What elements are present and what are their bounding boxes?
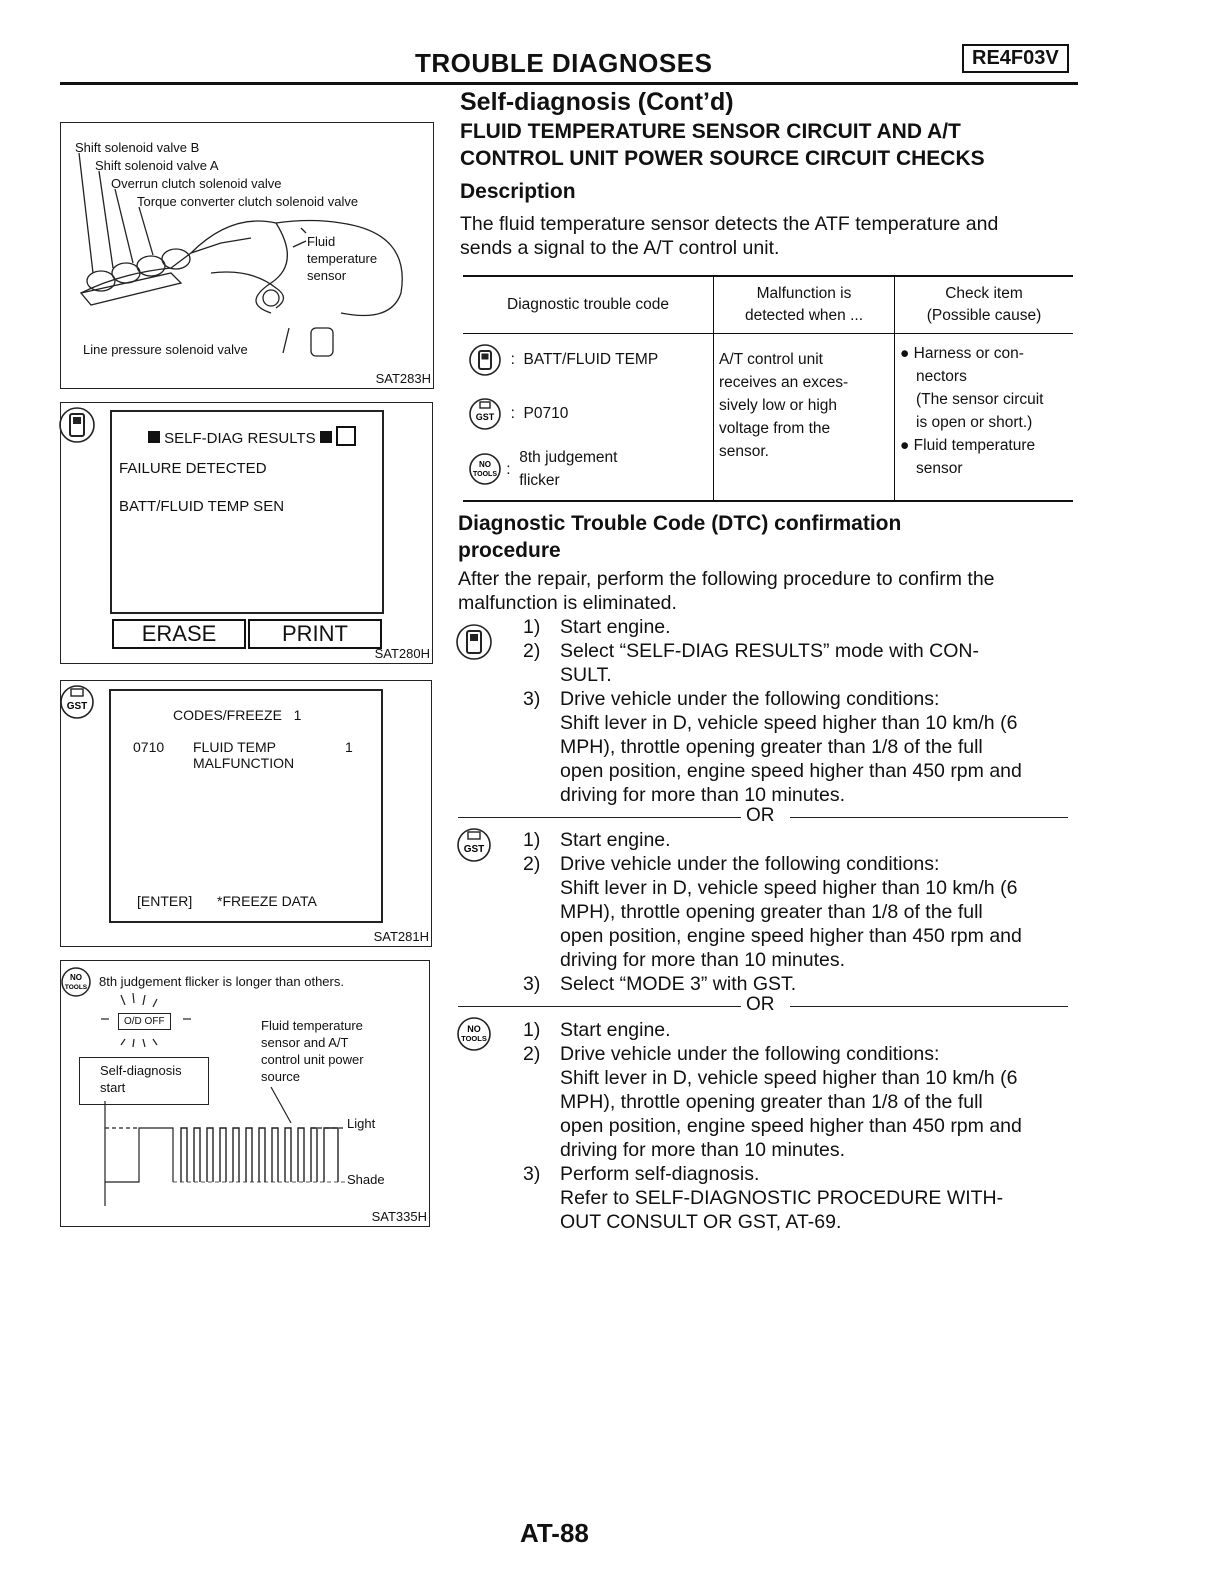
gst-screen-figure: [60, 680, 432, 947]
svg-text:NO: NO: [479, 460, 491, 469]
step-text-line: Refer to SELF-DIAGNOSTIC PROCEDURE WITH-: [560, 1187, 1004, 1209]
header-dtc: Diagnostic trouble code: [463, 276, 714, 334]
check-line: nectors: [916, 368, 967, 385]
gst-icon: [468, 396, 502, 432]
dtc-cell: : BATT/FLUID TEMP GST : P0710 NO TOOLS : 8th judgement flicker: [463, 334, 714, 502]
or-label: OR: [746, 805, 775, 826]
check-line: Fluid temperature: [913, 437, 1036, 454]
flicker-pulse: [233, 1128, 239, 1182]
light-label: Light: [347, 1116, 376, 1131]
flicker-waveform: [61, 961, 429, 1226]
flicker-pulse: [259, 1128, 265, 1182]
procedure-step: [460, 1042, 1072, 1162]
header-check: [895, 276, 1074, 334]
table-header-row: [463, 276, 1073, 334]
self-diag-start-line2: start: [100, 1080, 126, 1095]
step-text-line: Drive vehicle under the following conditions:: [560, 1043, 940, 1065]
step-number: 2): [523, 1043, 541, 1065]
malfunction-line: receives an exces-: [719, 374, 849, 391]
description-text: [460, 212, 998, 260]
codes-count: 1: [293, 707, 302, 723]
malfunction-line: sensor.: [719, 443, 769, 460]
dtc-confirmation-heading: [458, 510, 901, 564]
check-cell: ● Harness or con- nectors (The sensor circuit is open or short.) ● Fluid temperature sensor: [895, 334, 1074, 502]
gst-display: [109, 689, 383, 923]
code-description: [193, 739, 294, 771]
code-qty: 1: [345, 739, 353, 755]
flicker-pulse: [272, 1128, 278, 1182]
solenoid-harness-drawing: [61, 123, 433, 388]
or-divider-left: [458, 1006, 741, 1007]
flicker-figure: [60, 960, 430, 1227]
step-number: 3): [523, 973, 541, 995]
failure-item: BATT/FLUID TEMP SEN: [119, 498, 285, 515]
od-off-lamp: O/D OFF: [118, 1013, 171, 1030]
malfunction-cell: [714, 334, 895, 502]
fluid-label-2: temperature: [307, 251, 378, 266]
malfunction-line: A/T control unit: [719, 351, 823, 368]
model-code-box: RE4F03V: [962, 44, 1069, 73]
or-divider-right: [790, 1006, 1068, 1007]
consult-steps: [460, 615, 1072, 807]
step-text-line: Start engine.: [560, 1019, 671, 1041]
step-number: 1): [523, 1019, 541, 1041]
dtc-table: [463, 275, 1073, 502]
step-number: 1): [523, 616, 541, 638]
dtc-notools-line1: 8th judgement: [519, 449, 618, 466]
subtitle-line-1: FLUID TEMPERATURE SENSOR CIRCUIT AND A/T: [460, 120, 961, 143]
header-malfunction: [714, 276, 895, 334]
step-number: 3): [523, 1163, 541, 1185]
code-number: 0710: [133, 739, 165, 755]
svg-text:TOOLS: TOOLS: [461, 1034, 487, 1043]
step-text-line: Shift lever in D, vehicle speed higher than 10 km/h (6: [560, 712, 1018, 734]
self-diag-title-row: [148, 426, 356, 447]
step-text-line: Drive vehicle under the following conditions:: [560, 853, 940, 875]
subtitle-line-2: CONTROL UNIT POWER SOURCE CIRCUIT CHECKS: [460, 147, 985, 170]
flicker-pulse: [220, 1128, 226, 1182]
step-text-line: open position, engine speed higher than 450 rpm and: [560, 925, 1022, 947]
gst-steps: [460, 828, 1072, 996]
header-rule: [60, 82, 1078, 85]
step-text-line: OUT CONSULT OR GST, AT-69.: [560, 1211, 842, 1233]
flicker-caption: 8th judgement flicker is longer than others.: [99, 974, 344, 989]
description-heading: Description: [460, 180, 576, 203]
step-text-line: Start engine.: [560, 616, 671, 638]
flicker-pulse: [311, 1128, 317, 1182]
or-divider-right: [790, 817, 1068, 818]
label-torque-converter: Torque converter clutch solenoid valve: [137, 194, 359, 209]
header-malfunction-line2: detected when ...: [744, 307, 864, 324]
flicker-pulse: [324, 1128, 338, 1182]
code-name-line2: MALFUNCTION: [193, 755, 295, 771]
flicker-desc-line3: control unit power: [261, 1052, 364, 1067]
procedure-step: [460, 639, 1072, 687]
header-check-line2: (Possible cause): [926, 307, 1042, 324]
table-row: [463, 334, 1073, 502]
header-check-line1: Check item: [945, 285, 1023, 302]
dtc-heading-line2: procedure: [458, 539, 561, 562]
step-text-line: Perform self-diagnosis.: [560, 1163, 760, 1185]
dtc-intro: [458, 567, 995, 615]
page-number: AT-88: [520, 1518, 589, 1548]
svg-text:GST: GST: [463, 844, 485, 855]
enter-key[interactable]: [ENTER]: [137, 893, 193, 909]
step-text-line: driving for more than 10 minutes.: [560, 949, 846, 971]
consult-display: [110, 410, 384, 614]
freeze-data-key[interactable]: *FREEZE DATA: [217, 893, 317, 909]
description-line-2: sends a signal to the A/T control unit.: [460, 237, 780, 259]
codes-freeze-row: [173, 707, 301, 723]
flicker-pulse: [194, 1128, 200, 1182]
check-line: sensor: [916, 460, 963, 477]
svg-text:NO: NO: [467, 1024, 481, 1034]
flicker-pulse: [207, 1128, 213, 1182]
procedure-step: [460, 1162, 1072, 1234]
codes-freeze-title: CODES/FREEZE: [173, 707, 282, 723]
svg-text:NO: NO: [70, 973, 82, 982]
or-divider-left: [458, 817, 741, 818]
flicker-pulse: [285, 1128, 291, 1182]
flicker-pulse: [181, 1128, 187, 1182]
step-text-line: open position, engine speed higher than 450 rpm and: [560, 1115, 1022, 1137]
shade-label: Shade: [347, 1172, 385, 1187]
label-shift-solenoid-b: Shift solenoid valve B: [75, 140, 200, 155]
step-text-line: open position, engine speed higher than 450 rpm and: [560, 760, 1022, 782]
dtc-heading-line1: Diagnostic Trouble Code (DTC) confirmation: [458, 512, 902, 535]
check-line: Harness or con-: [913, 345, 1024, 362]
consult-icon: [468, 342, 502, 378]
component-location-figure: [60, 122, 434, 389]
failure-detected: FAILURE DETECTED: [119, 460, 267, 477]
step-text-line: MPH), throttle opening greater than 1/8 of the full: [560, 736, 983, 758]
step-text-line: driving for more than 10 minutes.: [560, 1139, 846, 1161]
malfunction-line: sively low or high: [719, 397, 838, 414]
procedure-step: [460, 687, 1072, 807]
section-subtitle: [460, 118, 985, 172]
flicker-pulse: [298, 1128, 304, 1182]
dtc-gst-code: P0710: [523, 405, 569, 423]
step-number: 2): [523, 640, 541, 662]
step-text-line: Select “SELF-DIAG RESULTS” mode with CON-: [560, 640, 979, 662]
dtc-intro-line2: malfunction is eliminated.: [458, 592, 677, 614]
check-line: (The sensor circuit: [916, 391, 1044, 408]
self-diag-title: SELF-DIAG RESULTS: [164, 430, 316, 447]
dtc-intro-line1: After the repair, perform the following procedure to confirm the: [458, 568, 995, 590]
flicker-desc-line4: source: [261, 1069, 301, 1084]
svg-text:TOOLS: TOOLS: [473, 471, 497, 478]
fluid-label-1: Fluid: [307, 234, 336, 249]
header-malfunction-line1: Malfunction is: [756, 285, 852, 302]
consult-icon: [57, 403, 97, 447]
section-title: Self-diagnosis (Cont’d): [460, 88, 734, 116]
label-shift-solenoid-a: Shift solenoid valve A: [95, 158, 219, 173]
no-tools-steps: [460, 1018, 1072, 1234]
malfunction-line: voltage from the: [719, 420, 831, 437]
step-text-line: MPH), throttle opening greater than 1/8 of the full: [560, 901, 983, 923]
step-text-line: SULT.: [560, 664, 612, 686]
check-line: is open or short.): [916, 414, 1033, 431]
label-overrun-clutch: Overrun clutch solenoid valve: [111, 176, 282, 191]
description-line-1: The fluid temperature sensor detects the ATF temperature and: [460, 213, 999, 235]
figure-id: SAT281H: [373, 929, 429, 944]
step-number: 3): [523, 688, 541, 710]
step-text-line: Drive vehicle under the following conditions:: [560, 688, 940, 710]
dtc-notools-line2: flicker: [519, 472, 560, 489]
step-text-line: Select “MODE 3” with GST.: [560, 973, 797, 995]
procedure-step: [460, 1018, 1072, 1042]
flicker-desc-line1: Fluid temperature: [261, 1018, 363, 1033]
procedure-step: [460, 615, 1072, 639]
print-button[interactable]: PRINT: [248, 619, 382, 649]
fluid-label-3: sensor: [307, 268, 347, 283]
step-text-line: MPH), throttle opening greater than 1/8 of the full: [560, 1091, 983, 1113]
step-text-line: Shift lever in D, vehicle speed higher than 10 km/h (6: [560, 1067, 1018, 1089]
figure-id: SAT283H: [375, 371, 431, 386]
step-text-line: driving for more than 10 minutes.: [560, 784, 846, 806]
step-number: 2): [523, 853, 541, 875]
svg-text:GST: GST: [66, 701, 88, 712]
or-label: OR: [746, 994, 775, 1015]
figure-id: SAT335H: [371, 1209, 427, 1224]
checkbox-icon: [336, 426, 356, 446]
dtc-notools-code: [519, 446, 617, 492]
step-text-line: Shift lever in D, vehicle speed higher than 10 km/h (6: [560, 877, 1018, 899]
procedure-step: [460, 972, 1072, 996]
no-tools-icon: [468, 451, 502, 487]
page-header-title: TROUBLE DIAGNOSES: [415, 48, 713, 78]
svg-text:TOOLS: TOOLS: [64, 984, 88, 991]
step-text-line: Start engine.: [560, 829, 671, 851]
label-line-pressure: Line pressure solenoid valve: [83, 342, 248, 357]
procedure-step: [460, 852, 1072, 972]
step-number: 1): [523, 829, 541, 851]
figure-id: SAT280H: [374, 646, 430, 661]
flicker-desc-line2: sensor and A/T: [261, 1035, 349, 1050]
code-name-line1: FLUID TEMP: [193, 739, 276, 755]
procedure-step: [460, 828, 1072, 852]
flicker-pulse: [246, 1128, 252, 1182]
svg-text:GST: GST: [475, 412, 495, 422]
gst-icon: [57, 681, 97, 723]
self-diag-start-line1: Self-diagnosis: [100, 1063, 182, 1078]
erase-button[interactable]: ERASE: [112, 619, 246, 649]
dtc-consult-code: BATT/FLUID TEMP: [523, 351, 659, 369]
consult-screen-figure: [60, 402, 433, 664]
